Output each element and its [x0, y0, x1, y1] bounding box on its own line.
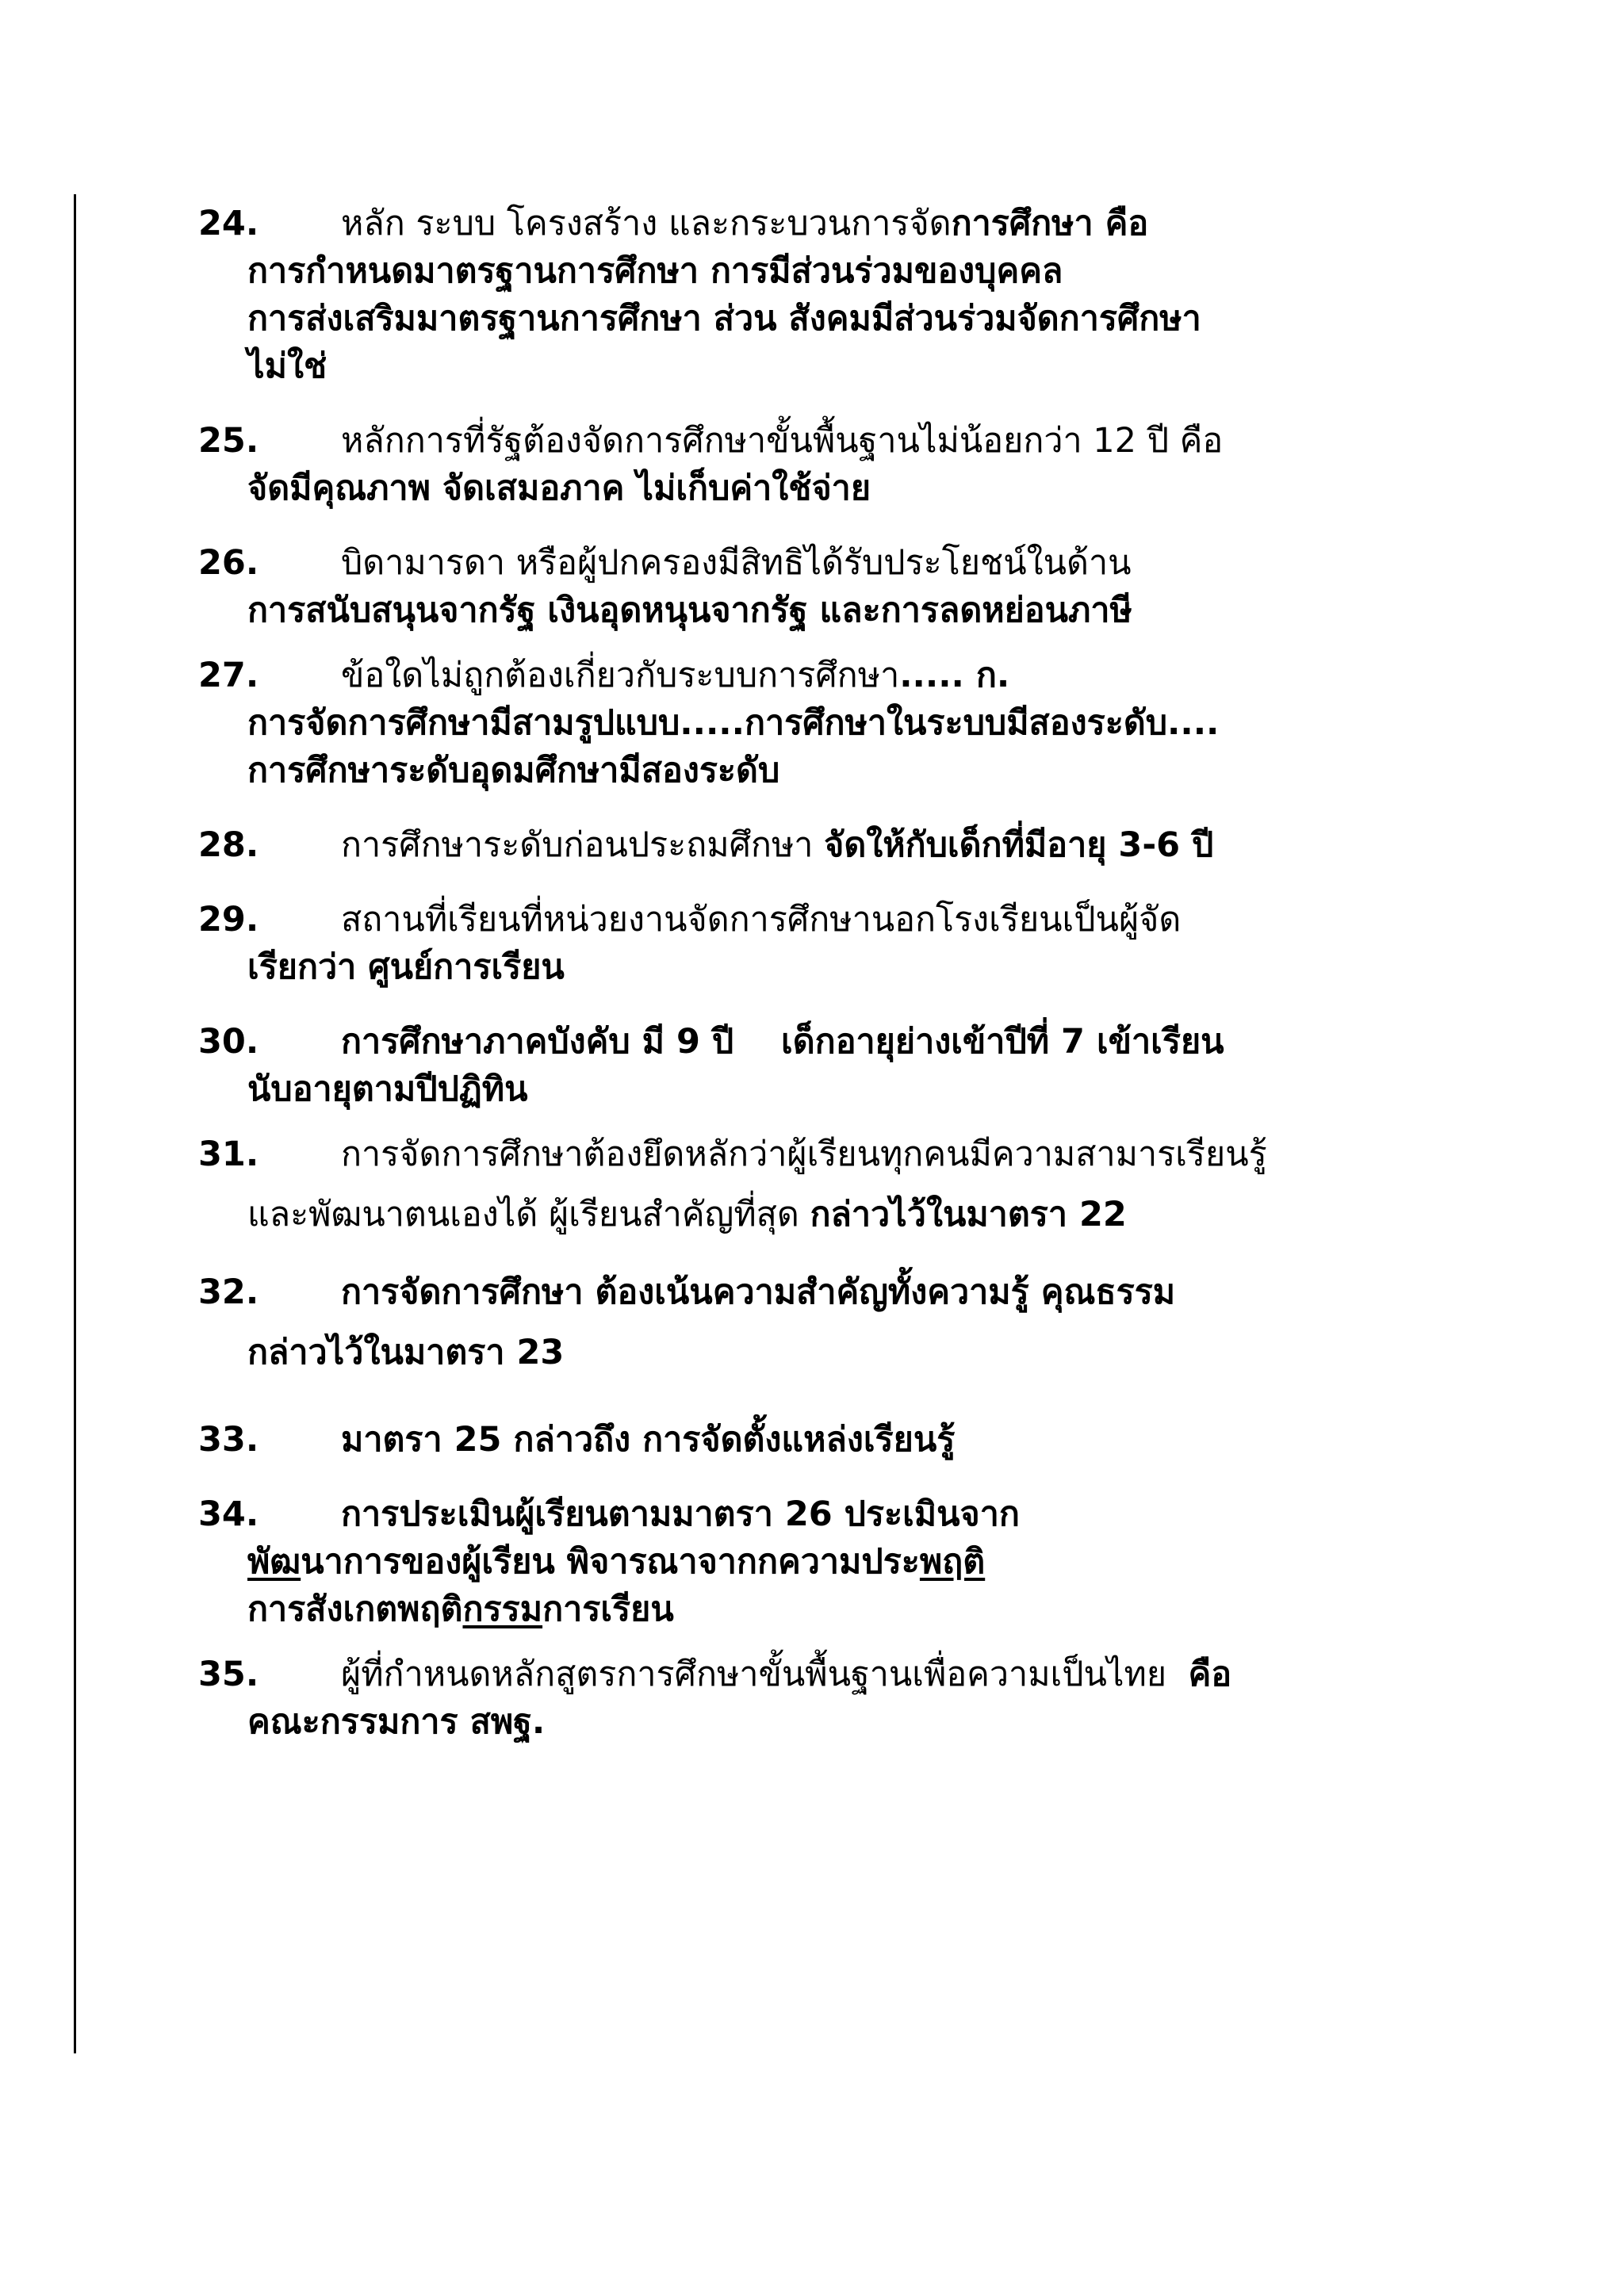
item-text-bold: การส่งเสริมมาตรฐานการศึกษา ส่วน สังคมมีส่วนร่วมจัดการศึกษา — [247, 299, 1201, 339]
list-item — [198, 821, 1483, 869]
item-text-bold: คณะกรรมการ สพฐ. — [247, 1702, 546, 1742]
item-text-bold: จัดให้กับเด็กที่มีอายุ 3-6 ปี — [824, 825, 1214, 865]
item-number: 28. — [198, 825, 259, 865]
list-item — [198, 200, 1483, 390]
list-item — [198, 539, 1483, 634]
item-text-bold: การสังเกตพฤติ — [247, 1590, 463, 1629]
item-number: 25. — [198, 421, 259, 461]
item-number: 32. — [198, 1272, 259, 1312]
list-item — [198, 417, 1483, 512]
item-text: สถานที่เรียนที่หน่วยงานจัดการศึกษานอกโรงเรียนเป็นผู้จัด — [341, 900, 1182, 939]
item-text-bold: การจัดการศึกษา ต้องเน้นความสำคัญทั้งความรู้ คุณธรรม — [341, 1272, 1176, 1312]
list-item — [198, 1651, 1483, 1746]
item-text-bold: ..... ก. — [899, 656, 1010, 695]
item-number: 33. — [198, 1420, 259, 1460]
item-text: การจัดการศึกษาต้องยึดหลักว่าผู้เรียนทุกคนมีความสามารเรียนรู้ — [341, 1135, 1267, 1174]
item-number: 29. — [198, 900, 259, 939]
item-text-underlined: กรรม — [462, 1590, 543, 1629]
item-text-bold: การศึกษา คือ — [951, 204, 1149, 243]
item-text: ผู้ที่กำหนดหลักสูตรการศึกษาขั้นพื้นฐานเพื่อความเป็นไทย — [341, 1655, 1189, 1694]
item-text: หลักการที่รัฐต้องจัดการศึกษาขั้นพื้นฐานไม่น้อยกว่า 12 ปี คือ — [341, 421, 1224, 461]
item-number: 27. — [198, 656, 259, 695]
margin-rule — [74, 194, 76, 2053]
item-text-bold: เรียกว่า ศูนย์การเรียน — [247, 947, 565, 987]
item-text-bold: การศึกษาระดับอุดมศึกษามีสองระดับ — [247, 751, 780, 790]
item-text-bold: นาการของผู้เรียน พิจารณาจากกความประ — [301, 1542, 920, 1582]
item-text: การศึกษาระดับก่อนประถมศึกษา — [341, 825, 825, 865]
item-text-bold: การศึกษาภาคบังคับ มี 9 ปี เด็กอายุย่างเข้าปีที่ 7 เข้าเรียน — [341, 1022, 1224, 1062]
list-item — [198, 1490, 1483, 1633]
question-list — [198, 200, 1483, 1746]
item-text-bold: กล่าวไว้ในมาตรา 23 — [247, 1333, 565, 1372]
item-number: 34. — [198, 1494, 259, 1534]
list-item — [198, 1416, 1483, 1464]
item-text-bold: นับอายุตามปีปฏิทิน — [247, 1070, 528, 1109]
item-number: 24. — [198, 204, 259, 243]
item-text-bold: การกำหนดมาตรฐานการศึกษา การมีส่วนร่วมของบุคคล — [247, 251, 1063, 291]
item-text-bold: การประเมินผู้เรียนตามมาตรา 26 ประเมินจาก — [341, 1494, 1020, 1534]
item-text-bold: คือ — [1188, 1655, 1232, 1694]
item-number: 31. — [198, 1135, 259, 1174]
item-text-underlined: พัฒ — [247, 1542, 301, 1582]
item-text: บิดามารดา หรือผู้ปกครองมีสิทธิได้รับประโยชน์ในด้าน — [341, 543, 1132, 583]
list-item — [198, 1131, 1483, 1251]
list-item — [198, 1269, 1483, 1389]
item-text-bold: ไม่ใช่ — [247, 346, 327, 386]
item-text-bold: จัดมีคุณภาพ จัดเสมอภาค ไม่เก็บค่าใช้จ่าย — [247, 469, 871, 508]
item-number: 30. — [198, 1022, 259, 1062]
item-text: ข้อใดไม่ถูกต้องเกี่ยวกับระบบการศึกษา — [341, 656, 900, 695]
list-item — [198, 652, 1483, 794]
list-item — [198, 1018, 1483, 1113]
item-text-underlined: พฤติ — [919, 1542, 986, 1582]
item-number: 26. — [198, 543, 259, 583]
list-item — [198, 896, 1483, 991]
item-text-bold: การจัดการศึกษามีสามรูปแบบ.....การศึกษาในระบบมีสองระดับ.... — [247, 703, 1220, 743]
item-number: 35. — [198, 1655, 259, 1694]
item-text: หลัก ระบบ โครงสร้าง และกระบวนการจัด — [341, 204, 952, 243]
item-text-bold: การเรียน — [542, 1590, 674, 1629]
item-text-bold: มาตรา 25 กล่าวถึง การจัดตั้งแหล่งเรียนรู้ — [341, 1420, 956, 1460]
item-text-bold: การสนับสนุนจากรัฐ เงินอุดหนุนจากรัฐ และการลดหย่อนภาษี — [247, 591, 1132, 630]
item-text-bold: กล่าวไว้ในมาตรา 22 — [810, 1195, 1127, 1234]
item-text: และพัฒนาตนเองได้ ผู้เรียนสำคัญที่สุด — [247, 1195, 810, 1234]
